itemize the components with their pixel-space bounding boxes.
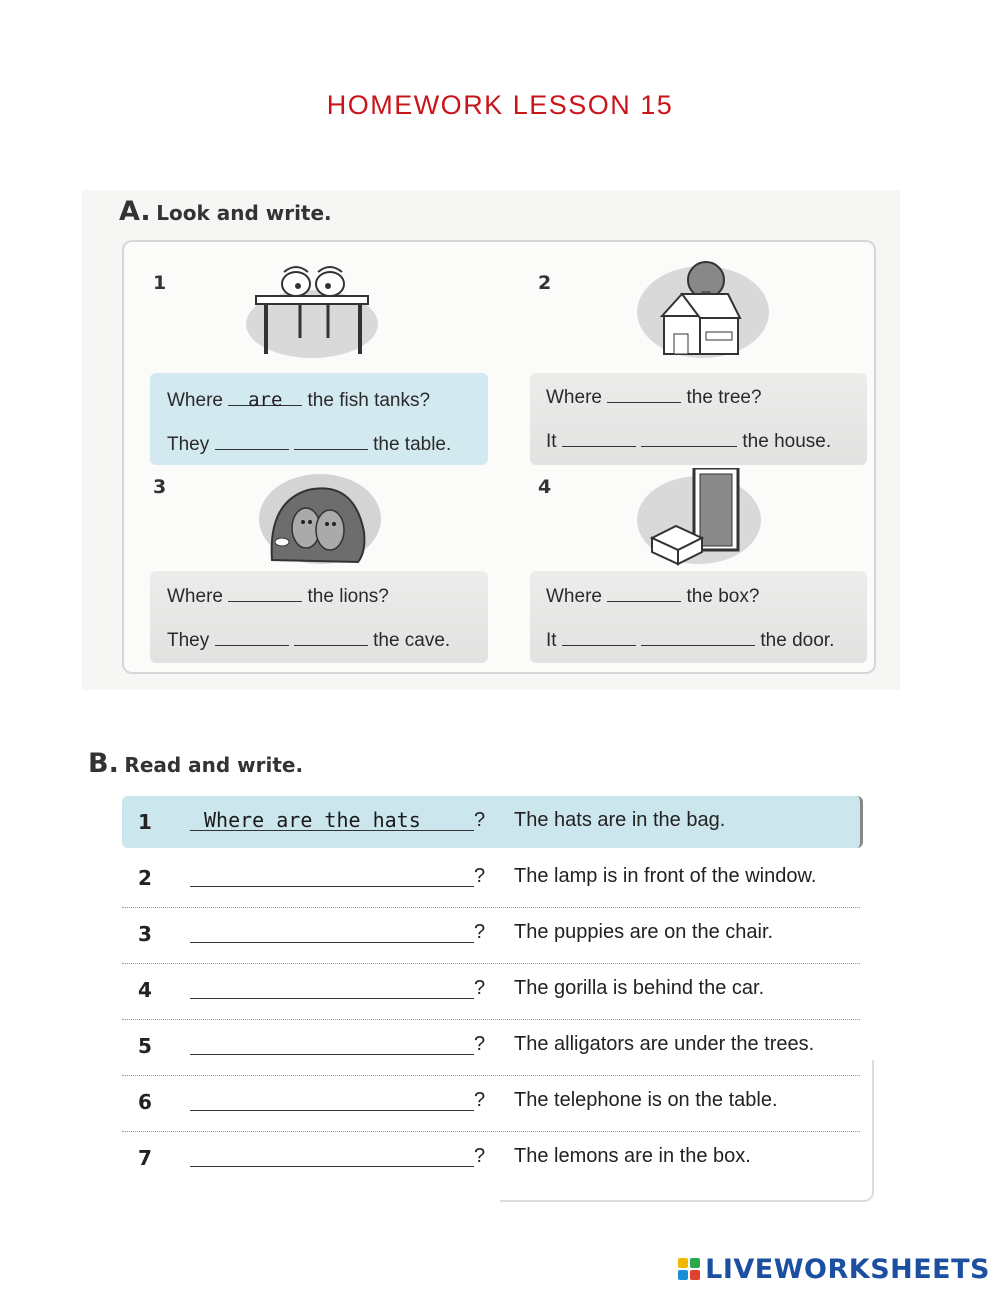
answer-blank[interactable] bbox=[562, 629, 636, 646]
item-1-question: Where are the fish tanks? bbox=[167, 389, 431, 411]
answer-blank[interactable] bbox=[215, 433, 289, 450]
answer-blank[interactable] bbox=[641, 629, 755, 646]
answer-blank[interactable] bbox=[190, 1088, 474, 1111]
logo-grid-icon bbox=[678, 1258, 700, 1280]
item-number: 2 bbox=[538, 272, 552, 294]
house-tree-picture bbox=[636, 258, 770, 360]
section-b-row: 4 ? The gorilla is behind the car. bbox=[122, 964, 860, 1020]
answer-blank[interactable] bbox=[607, 386, 681, 403]
item-number: 4 bbox=[538, 476, 552, 498]
answer-blank[interactable]: are bbox=[228, 389, 302, 406]
item-number: 3 bbox=[153, 476, 167, 498]
answer-blank[interactable] bbox=[228, 585, 302, 602]
item-3-answer: They the cave. bbox=[167, 630, 451, 651]
answer-blank[interactable] bbox=[294, 433, 368, 450]
section-a-heading: A. Look and write. bbox=[119, 196, 332, 227]
section-b-row: 5 ? The alligators are under the trees. bbox=[122, 1020, 860, 1076]
section-b-row: 2 ? The lamp is in front of the window. bbox=[122, 852, 860, 908]
liveworksheets-logo: LIVEWORKSHEETS bbox=[678, 1252, 990, 1286]
section-b-row: 1 Where are the hats ? The hats are in the bag. bbox=[122, 796, 863, 848]
item-1-answer: They the table. bbox=[167, 434, 452, 455]
lions-cave-picture bbox=[258, 472, 382, 566]
section-b-row: 6 ? The telephone is on the table. bbox=[122, 1076, 860, 1132]
answer-blank[interactable] bbox=[190, 864, 474, 887]
section-b-row: 3 ? The puppies are on the chair. bbox=[122, 908, 860, 964]
answer-blank[interactable] bbox=[190, 976, 474, 999]
answer-blank[interactable] bbox=[562, 430, 636, 447]
item-4-question: Where the box? bbox=[546, 586, 760, 607]
box-door-picture bbox=[636, 468, 762, 566]
section-b-row: 7 ? The lemons are in the box. bbox=[138, 1145, 751, 1170]
answer-blank[interactable] bbox=[294, 629, 368, 646]
item-number: 1 bbox=[153, 272, 167, 294]
item-4-answer: It the door. bbox=[546, 630, 835, 651]
page-title: HOMEWORK LESSON 15 bbox=[326, 90, 674, 120]
item-3-question: Where the lions? bbox=[167, 586, 389, 607]
answer-blank[interactable] bbox=[641, 430, 737, 447]
item-2-answer: It the house. bbox=[546, 431, 832, 452]
section-b-heading: B. Read and write. bbox=[88, 748, 304, 779]
answer-blank[interactable] bbox=[607, 585, 681, 602]
fish-tanks-picture bbox=[244, 258, 380, 360]
answer-blank[interactable] bbox=[190, 1032, 474, 1055]
answer-blank[interactable] bbox=[190, 920, 474, 943]
item-2-question: Where the tree? bbox=[546, 387, 762, 408]
answer-blank[interactable] bbox=[190, 1144, 474, 1167]
answer-blank[interactable] bbox=[215, 629, 289, 646]
section-b-frame bbox=[500, 1060, 874, 1202]
